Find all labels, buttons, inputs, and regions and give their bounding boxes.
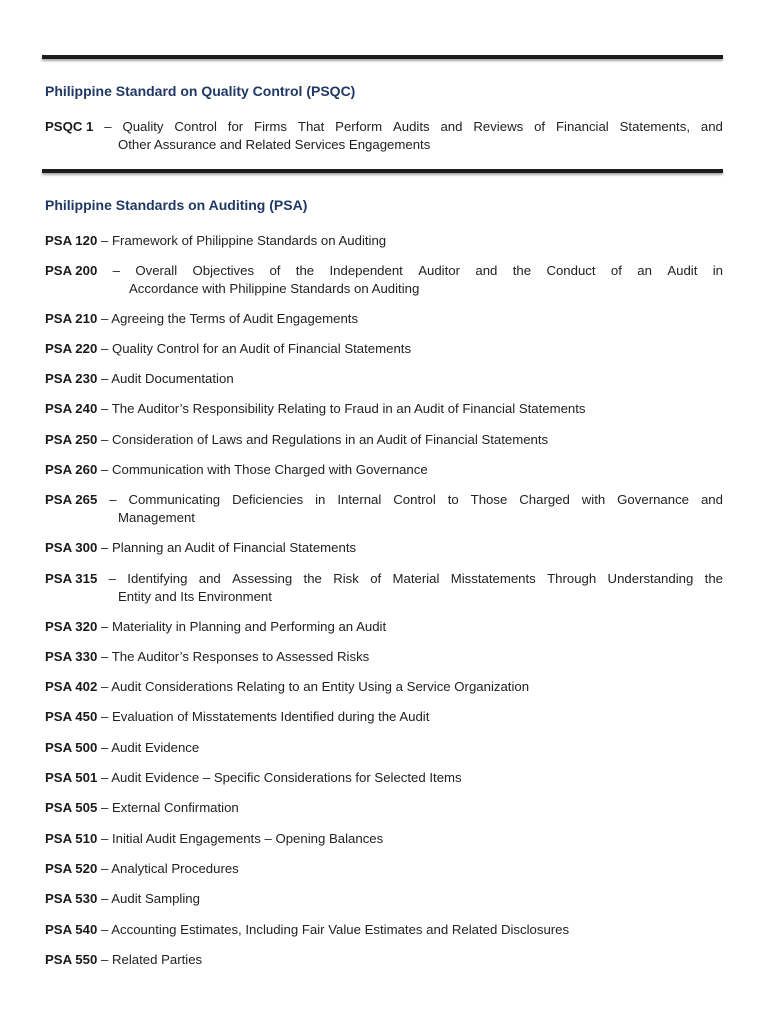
standard-title-word: of <box>610 263 622 278</box>
standard-entry: PSA 402 – Audit Considerations Relating to an Entity Using a Service Organization <box>45 679 530 694</box>
standard-title-word: in <box>315 492 326 507</box>
standard-code: PSA 510 <box>45 831 98 846</box>
standard-title-word: – <box>108 571 116 586</box>
standard-entry <box>45 262 723 297</box>
standard-title: Consideration of Laws and Regulations in an Audit of Financial Statements <box>111 432 549 447</box>
standard-code: PSA 260 <box>45 462 98 477</box>
standard-title-word: Misstatements <box>450 571 536 586</box>
standard-title-word: Audit <box>667 263 698 278</box>
standard-entry: PSA 220 – Quality Control for an Audit of Financial Statements <box>45 341 412 356</box>
standard-entry-line-1 <box>45 118 723 136</box>
standard-title-word: and <box>475 263 498 278</box>
standard-entry <box>45 570 723 605</box>
standard-title-word: and <box>198 571 221 586</box>
standard-title: Framework of Philippine Standards on Auditing <box>111 233 387 248</box>
standard-title: Quality Control for an Audit of Financial Statements <box>111 341 412 356</box>
standard-code: PSA 402 <box>45 679 98 694</box>
standard-title-word: the <box>512 263 532 278</box>
standard-title-word: with <box>581 492 606 507</box>
standard-title-word: Perform <box>335 119 383 134</box>
standard-title-word: Financial <box>555 119 609 134</box>
standard-title: Communication with Those Charged with Governance <box>111 462 428 477</box>
standard-entry: PSA 210 – Agreeing the Terms of Audit Engagements <box>45 311 359 326</box>
standard-title: Audit Evidence – Specific Considerations for Selected Items <box>111 770 462 785</box>
standard-code: PSA 265 <box>45 492 98 507</box>
standard-entry: PSA 550 – Related Parties <box>45 952 203 967</box>
standard-title: Analytical Procedures <box>111 861 239 876</box>
standard-code: PSA 120 <box>45 233 98 248</box>
standard-title-word: the <box>295 263 315 278</box>
standard-title-word: Governance <box>617 492 690 507</box>
psqc-section-heading: Philippine Standard on Quality Control (PSQC) <box>45 83 356 99</box>
standard-title-word: – <box>112 263 120 278</box>
standard-title-word: Conduct <box>546 263 596 278</box>
standard-title-word: Reviews <box>473 119 524 134</box>
standard-entry: PSA 540 – Accounting Estimates, Including Fair Value Estimates and Related Disclosures <box>45 922 570 937</box>
standard-title-word: Risk <box>333 571 359 586</box>
standard-title-word: Material <box>392 571 440 586</box>
standard-code: PSA 220 <box>45 341 98 356</box>
standard-entry: PSA 530 – Audit Sampling <box>45 891 200 906</box>
standard-title-word: Communicating <box>128 492 221 507</box>
standard-title-word: Overall <box>135 263 178 278</box>
standard-title-word: of <box>370 571 382 586</box>
standard-title-word: of <box>534 119 546 134</box>
standard-entry-line-1 <box>45 570 723 588</box>
standard-title-word: Control <box>174 119 217 134</box>
standard-title-continuation: Accordance with Philippine Standards on Auditing <box>129 280 420 296</box>
standard-title-word: Understanding <box>607 571 694 586</box>
standard-entry: PSA 260 – Communication with Those Charged with Governance <box>45 462 428 477</box>
standard-title-word: and <box>440 119 463 134</box>
standard-title: Audit Evidence <box>111 740 200 755</box>
standard-title-continuation: Entity and Its Environment <box>118 588 272 604</box>
standard-title-word: Identifying <box>127 571 188 586</box>
standard-title-word: That <box>297 119 325 134</box>
standard-title-word: – <box>104 119 112 134</box>
standard-title-word: Internal <box>337 492 382 507</box>
psa-section-heading: Philippine Standards on Auditing (PSA) <box>45 197 308 213</box>
standard-entry: PSA 240 – The Auditor’s Responsibility Relating to Fraud in an Audit of Financial Statements <box>45 401 586 416</box>
standard-title: External Confirmation <box>111 800 239 815</box>
standard-code: PSA 230 <box>45 371 98 386</box>
standard-title: Audit Considerations Relating to an Entity Using a Service Organization <box>111 679 530 694</box>
standard-title: The Auditor’s Responses to Assessed Risks <box>111 649 370 664</box>
standard-title: Initial Audit Engagements – Opening Balances <box>111 831 384 846</box>
standard-entry: PSA 510 – Initial Audit Engagements – Opening Balances <box>45 831 384 846</box>
standard-title-word: Objectives <box>192 263 255 278</box>
standard-code: PSA 250 <box>45 432 98 447</box>
standard-code: PSA 240 <box>45 401 98 416</box>
standard-code: PSA 550 <box>45 952 98 967</box>
standard-code: PSA 300 <box>45 540 98 555</box>
standard-title: The Auditor’s Responsibility Relating to Fraud in an Audit of Financial Statements <box>111 401 586 416</box>
standard-code: PSA 320 <box>45 619 98 634</box>
standard-entry: PSA 505 – External Confirmation <box>45 800 239 815</box>
standard-title: Related Parties <box>111 952 203 967</box>
standard-entry: PSA 450 – Evaluation of Misstatements Identified during the Audit <box>45 709 430 724</box>
standard-title: Evaluation of Misstatements Identified during the Audit <box>111 709 430 724</box>
standard-title: Materiality in Planning and Performing an Audit <box>111 619 387 634</box>
standard-entry <box>45 118 723 153</box>
standard-title-word: Control <box>393 492 436 507</box>
standard-title: Audit Sampling <box>111 891 200 906</box>
standard-title: Agreeing the Terms of Audit Engagements <box>111 311 359 326</box>
standard-code: PSQC 1 <box>45 119 94 134</box>
standard-title-word: to <box>447 492 459 507</box>
standard-title-word: an <box>637 263 652 278</box>
standard-title-word: Audits <box>392 119 430 134</box>
standard-title-word: – <box>109 492 117 507</box>
standard-entry: PSA 500 – Audit Evidence <box>45 740 200 755</box>
standard-title-word: Quality <box>122 119 164 134</box>
standard-title-word: Charged <box>519 492 570 507</box>
standard-code: PSA 520 <box>45 861 98 876</box>
standard-entry <box>45 491 723 526</box>
standard-title-word: Through <box>547 571 597 586</box>
standard-title-word: Assessing <box>232 571 293 586</box>
standard-title: Planning an Audit of Financial Statements <box>111 540 357 555</box>
section-divider-top <box>42 55 723 59</box>
standard-title-continuation: Management <box>118 509 195 525</box>
standard-title-word: the <box>704 571 723 586</box>
standard-code: PSA 210 <box>45 311 98 326</box>
standard-code: PSA 501 <box>45 770 98 785</box>
standard-code: PSA 450 <box>45 709 98 724</box>
standard-entry: PSA 520 – Analytical Procedures <box>45 861 239 876</box>
standard-title-word: in <box>712 263 723 278</box>
standard-title-word: and <box>700 119 723 134</box>
standard-entry: PSA 250 – Consideration of Laws and Regulations in an Audit of Financial Statements <box>45 432 549 447</box>
standard-code: PSA 330 <box>45 649 98 664</box>
standard-title-word: and <box>700 492 723 507</box>
standard-entry: PSA 230 – Audit Documentation <box>45 371 234 386</box>
standard-code: PSA 200 <box>45 263 98 278</box>
standard-title: Accounting Estimates, Including Fair Value Estimates and Related Disclosures <box>111 922 570 937</box>
standard-title-word: the <box>303 571 322 586</box>
standard-code: PSA 530 <box>45 891 98 906</box>
standard-title-word: Auditor <box>418 263 460 278</box>
standard-entry: PSA 120 – Framework of Philippine Standards on Auditing <box>45 233 387 248</box>
standard-entry: PSA 501 – Audit Evidence – Specific Considerations for Selected Items <box>45 770 462 785</box>
standard-title-word: Independent <box>329 263 403 278</box>
standard-title-word: of <box>269 263 281 278</box>
standard-code: PSA 500 <box>45 740 98 755</box>
section-divider-middle <box>42 169 723 173</box>
standard-code: PSA 540 <box>45 922 98 937</box>
standard-title-continuation: Other Assurance and Related Services Engagements <box>118 136 431 152</box>
standard-entry: PSA 330 – The Auditor’s Responses to Assessed Risks <box>45 649 370 664</box>
standard-title: Audit Documentation <box>111 371 234 386</box>
standard-entry-line-1 <box>45 262 723 280</box>
standard-entry: PSA 300 – Planning an Audit of Financial Statements <box>45 540 357 555</box>
standard-entry-line-1 <box>45 491 723 509</box>
standard-title-word: Statements, <box>619 119 690 134</box>
standard-title-word: Firms <box>254 119 288 134</box>
standard-entry: PSA 320 – Materiality in Planning and Performing an Audit <box>45 619 387 634</box>
standard-title-word: Deficiencies <box>232 492 304 507</box>
standard-title-word: Those <box>470 492 508 507</box>
standard-code: PSA 315 <box>45 571 98 586</box>
standard-title-word: for <box>227 119 244 134</box>
standard-code: PSA 505 <box>45 800 98 815</box>
